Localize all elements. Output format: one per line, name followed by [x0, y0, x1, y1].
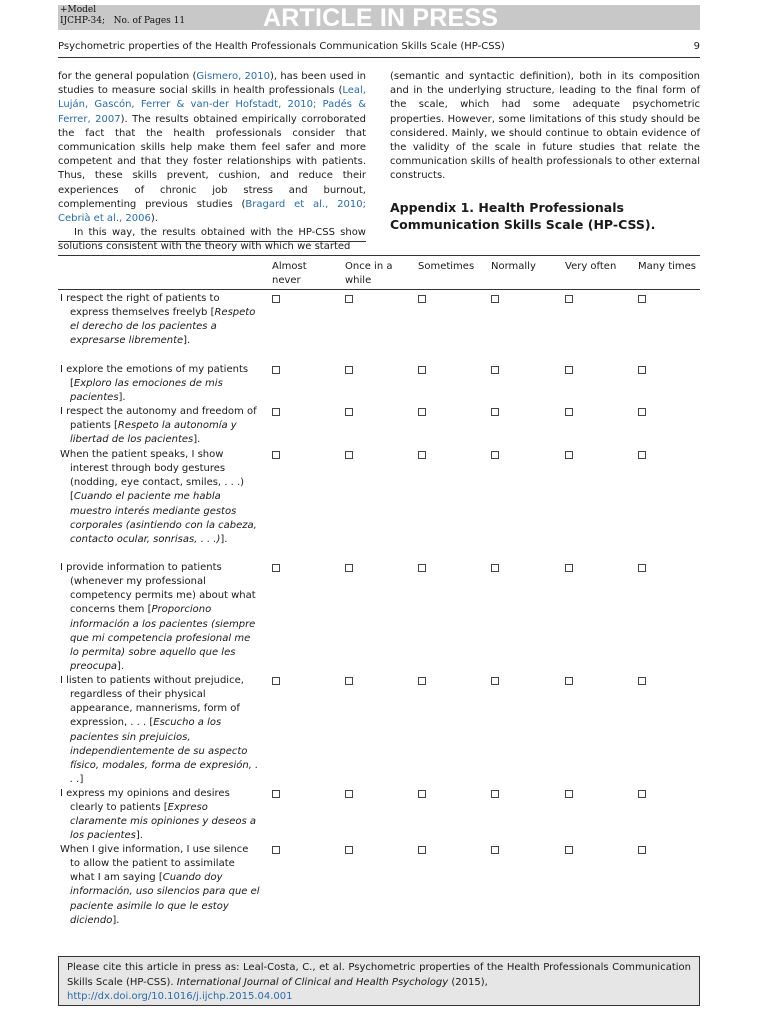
- item-english: When the patient speaks, I show interest through body gestures (nodding, eye contact, smiles, . . .) [: [60, 449, 245, 503]
- banner-title: ARTICLE IN PRESS: [263, 4, 499, 32]
- checkbox-very-often[interactable]: [565, 408, 573, 416]
- checkbox-sometimes[interactable]: [418, 295, 426, 303]
- item-text: [60, 843, 260, 928]
- checkbox-normally[interactable]: [491, 451, 499, 459]
- text: ). The results obtained empirically corroborated the fact that the health professionals consider that communication skills help make them feel safer and more competent and that they foster relationships with patients. Thus, these skills prevent, cushion, and reduce their experiences of chronic job stress and burnout, complementing previous studies (: [58, 113, 366, 210]
- journal-ref: IJCHP-34;: [60, 16, 105, 26]
- checkbox-normally[interactable]: [491, 408, 499, 416]
- item-spanish: Expreso claramente mis opiniones y deseos a los pacientes: [70, 802, 256, 842]
- item-close: ].: [112, 914, 120, 926]
- col-header-once-in-a-while: [345, 260, 392, 288]
- checkbox-many-times[interactable]: [638, 790, 646, 798]
- checkbox-very-often[interactable]: [565, 790, 573, 798]
- checkbox-many-times[interactable]: [638, 408, 646, 416]
- left-column: [58, 70, 366, 255]
- checkbox-sometimes[interactable]: [418, 564, 426, 572]
- item-close: ].: [117, 661, 125, 673]
- item-spanish: Cuando doy información, uso silencios para que el paciente asimile lo que le estoy diciendo: [70, 872, 260, 926]
- item-english: I respect the right of patients to express themselves freelyb [: [60, 293, 220, 319]
- item-close: ].: [118, 392, 126, 404]
- checkbox-once-in-a-while[interactable]: [345, 846, 353, 854]
- page-number: 9: [693, 41, 700, 52]
- item-english: I explore the emotions of my patients [: [60, 364, 249, 390]
- header-line: while: [345, 275, 372, 286]
- journal-name: International Journal of Clinical and Health Psychology: [176, 976, 449, 988]
- item-close: ].: [135, 830, 143, 842]
- checkbox-many-times[interactable]: [638, 564, 646, 572]
- page-count: No. of Pages 11: [113, 16, 186, 26]
- checkbox-many-times[interactable]: [638, 451, 646, 459]
- checkbox-sometimes[interactable]: [418, 846, 426, 854]
- checkbox-very-often[interactable]: [565, 366, 573, 374]
- checkbox-sometimes[interactable]: [418, 790, 426, 798]
- item-close: ]: [79, 774, 84, 786]
- citation-link[interactable]: Bragard et al., 2010; Cebrià et al., 2006: [58, 198, 366, 225]
- checkbox-almost-never[interactable]: [272, 295, 280, 303]
- article-in-press-banner: [58, 5, 700, 30]
- checkbox-many-times[interactable]: [638, 295, 646, 303]
- item-english: I respect the autonomy and freedom of patients [: [60, 406, 257, 432]
- header-line: Almost: [272, 261, 307, 272]
- checkbox-sometimes[interactable]: [418, 366, 426, 374]
- checkbox-normally[interactable]: [491, 295, 499, 303]
- item-close: ].: [193, 434, 201, 446]
- column-rule: [58, 241, 366, 242]
- item-text: [60, 674, 260, 787]
- header-rule: [58, 57, 700, 58]
- item-text: [60, 561, 260, 674]
- checkbox-sometimes[interactable]: [418, 451, 426, 459]
- checkbox-almost-never[interactable]: [272, 846, 280, 854]
- checkbox-many-times[interactable]: [638, 846, 646, 854]
- checkbox-almost-never[interactable]: [272, 677, 280, 685]
- item-english: I provide information to patients (whenever my professional competency permits me) about what concerns them [: [60, 562, 256, 616]
- checkbox-almost-never[interactable]: [272, 564, 280, 572]
- checkbox-almost-never[interactable]: [272, 366, 280, 374]
- right-column: [390, 70, 700, 184]
- item-spanish: Respeto la autonomía y libertad de los pacientes: [70, 420, 237, 446]
- paragraph: (semantic and syntactic definition), both in its composition and in the underlying structure, leading to the final form of the scale, which had some adequate psychometric properties. However, some limitations of this study should be considered. Mainly, we should continue to obtain evidence of the validity of the scale in future studies that relate the communication skills of health professionals to other external constructs.: [390, 71, 700, 182]
- item-english: I listen to patients without prejudice, regardless of their physical appearance, mannerisms, form of expression, . . . [: [60, 675, 244, 729]
- item-text: [60, 292, 260, 349]
- col-header-many-times: [638, 260, 696, 274]
- item-spanish: Cuando el paciente me habla muestro interés mediante gestos corporales (asintiendo con la cabeza, contacto ocular, sonrisas, . . .): [70, 491, 257, 545]
- paragraph: In this way, the results obtained with the HP-CSS show solutions consistent with the theory with which we started: [58, 227, 366, 253]
- appendix-title: Appendix 1. Health Professionals Communication Skills Scale (HP-CSS).: [390, 200, 656, 232]
- table-top-rule: [58, 255, 700, 256]
- checkbox-once-in-a-while[interactable]: [345, 295, 353, 303]
- col-header-very-often: [565, 260, 616, 274]
- citation-prefix: Please cite this article in press as: Leal-Costa, C., et al. Psychometric properties of the Health Professionals Communication Skills Scale (HP-CSS).: [67, 962, 691, 988]
- manuscript-info: [60, 5, 185, 27]
- citation-box: [58, 956, 700, 1006]
- checkbox-normally[interactable]: [491, 677, 499, 685]
- item-close: ].: [183, 335, 191, 347]
- checkbox-very-often[interactable]: [565, 451, 573, 459]
- col-header-sometimes: [418, 260, 474, 274]
- header-line: Once in a: [345, 261, 393, 272]
- checkbox-almost-never[interactable]: [272, 451, 280, 459]
- item-text: [60, 363, 260, 405]
- checkbox-very-often[interactable]: [565, 677, 573, 685]
- item-english: When I give information, I use silence to allow the patient to assimilate what I am saying [: [60, 844, 249, 884]
- citation-link[interactable]: Leal, Luján, Gascón, Ferrer & van-der Hofstadt, 2010; Padés & Ferrer, 2007: [58, 85, 366, 125]
- checkbox-almost-never[interactable]: [272, 790, 280, 798]
- checkbox-normally[interactable]: [491, 564, 499, 572]
- citation-text: [67, 961, 691, 1005]
- col-header-normally: [491, 260, 536, 274]
- col-header-almost-never: [272, 260, 307, 288]
- checkbox-very-often[interactable]: [565, 564, 573, 572]
- running-title: Psychometric properties of the Health Professionals Communication Skills Scale (HP-CSS): [58, 41, 505, 52]
- citation-year: (2015),: [448, 976, 488, 988]
- header-line: Many times: [638, 261, 696, 272]
- checkbox-many-times[interactable]: [638, 677, 646, 685]
- header-line: Very often: [565, 261, 617, 272]
- checkbox-once-in-a-while[interactable]: [345, 564, 353, 572]
- item-english: I express my opinions and desires clearly to patients [: [60, 788, 230, 814]
- running-head: [58, 40, 700, 54]
- item-spanish: Escucho a los pacientes sin prejuicios, independientemente de su aspecto físico, modales, forma de expresión, . . .: [70, 717, 259, 786]
- checkbox-very-often[interactable]: [565, 295, 573, 303]
- item-text: [60, 787, 260, 844]
- header-line: Sometimes: [418, 261, 475, 272]
- text: ), has been used in studies to measure social skills in health professionals (: [58, 71, 367, 97]
- checkbox-once-in-a-while[interactable]: [345, 790, 353, 798]
- citation-link[interactable]: Gismero, 2010: [196, 71, 270, 82]
- checkbox-many-times[interactable]: [638, 366, 646, 374]
- text: for the general population (: [58, 71, 197, 82]
- header-line: Normally: [491, 261, 536, 272]
- table-header-rule: [58, 289, 700, 290]
- checkbox-normally[interactable]: [491, 790, 499, 798]
- checkbox-sometimes[interactable]: [418, 677, 426, 685]
- item-text: [60, 448, 260, 547]
- item-close: ].: [220, 533, 228, 545]
- item-spanish: Respeto el derecho de los pacientes a expresarse libremente: [70, 307, 256, 347]
- item-text: [60, 405, 260, 447]
- checkbox-once-in-a-while[interactable]: [345, 366, 353, 374]
- text: ).: [150, 213, 158, 225]
- checkbox-once-in-a-while[interactable]: [345, 677, 353, 685]
- checkbox-normally[interactable]: [491, 366, 499, 374]
- model-label: +Model: [60, 5, 97, 15]
- paragraph: [58, 70, 366, 226]
- checkbox-once-in-a-while[interactable]: [345, 451, 353, 459]
- checkbox-very-often[interactable]: [565, 846, 573, 854]
- item-spanish: Proporciono información a los pacientes (siempre que mi competencia profesional me lo permita) sobre aquello que les preocupa: [70, 604, 256, 673]
- item-spanish: Exploro las emociones de mis pacientes: [70, 378, 223, 404]
- header-line: never: [272, 275, 301, 286]
- checkbox-almost-never[interactable]: [272, 408, 280, 416]
- checkbox-normally[interactable]: [491, 846, 499, 854]
- checkbox-sometimes[interactable]: [418, 408, 426, 416]
- checkbox-once-in-a-while[interactable]: [345, 408, 353, 416]
- doi-link[interactable]: http://dx.doi.org/10.1016/j.ijchp.2015.04.001: [67, 991, 293, 1002]
- manuscript-ref: [60, 16, 185, 27]
